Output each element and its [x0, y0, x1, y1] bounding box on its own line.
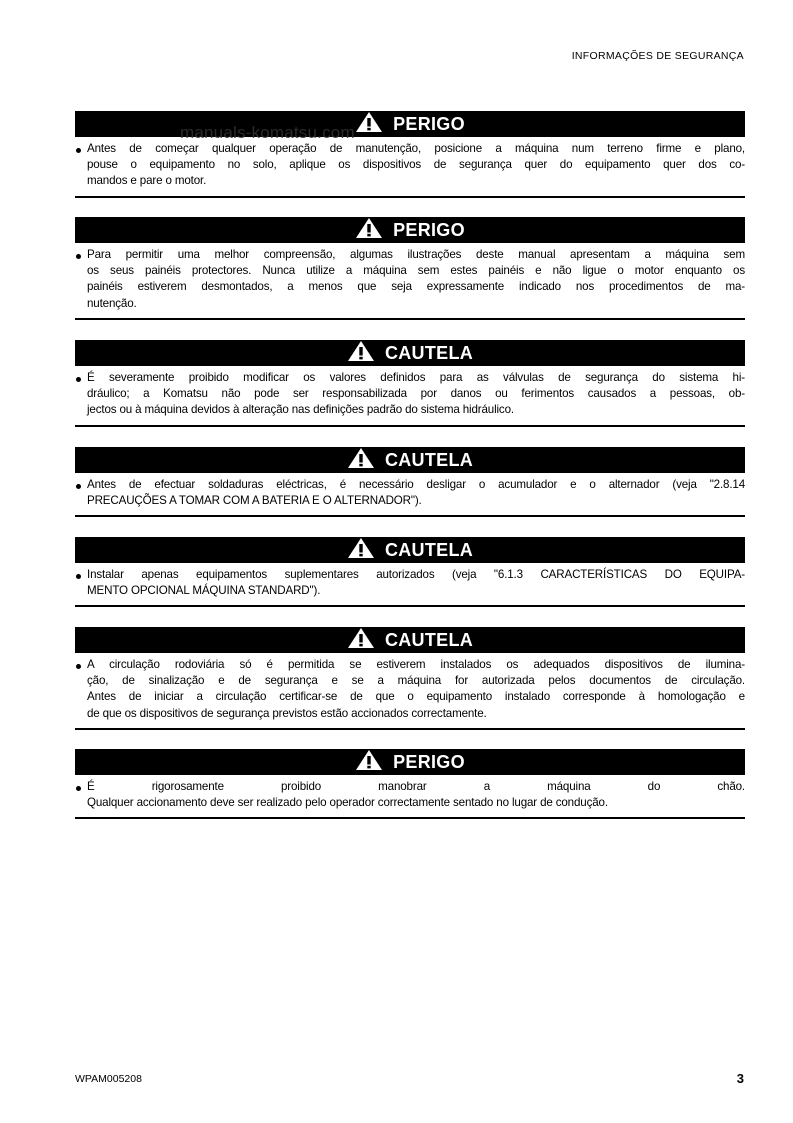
warning-triangle-icon — [347, 447, 385, 474]
warning-triangle-icon — [355, 749, 393, 776]
safety-notice-cautela — [75, 340, 745, 427]
notice-text-line: Antes de começar qualquer operação de manutenção, posicione a máquina num terreno firme e plano, — [87, 142, 745, 155]
divider — [75, 425, 745, 427]
notice-text-line: dráulico; a Komatsu não pode ser responsabilizada por danos ou ferimentos causados a pessoas, ob- — [87, 387, 745, 401]
notice-text-line: PRECAUÇÕES A TOMAR COM A BATERIA E O ALTERNADOR"). — [87, 494, 422, 508]
watermark: manuals-komatsu.com — [180, 123, 355, 142]
notice-level: CAUTELA — [384, 539, 474, 560]
running-header: INFORMAÇÕES DE SEGURANÇA — [571, 50, 744, 62]
notice-text-line: É severamente proibido modificar os valores definidos para as válvulas de segurança do sistema hi- — [87, 371, 745, 384]
warning-triangle-icon — [347, 340, 385, 367]
notice-body — [75, 370, 745, 419]
bullet-icon — [76, 377, 81, 382]
page-number: 3 — [736, 1071, 744, 1086]
safety-notice-cautela — [75, 627, 745, 730]
notice-text-line: ção, de sinalização e de segurança e se a máquina for autorizada pelos documentos de circulação. — [87, 674, 745, 688]
notice-header — [75, 537, 745, 563]
notice-text-line: Qualquer accionamento deve ser realizado pelo operador correctamente sentado no lugar de condução. — [87, 796, 608, 810]
notice-level: PERIGO — [393, 113, 465, 134]
notice-body — [75, 779, 745, 811]
safety-notice-cautela — [75, 447, 745, 517]
notice-level: CAUTELA — [384, 629, 474, 650]
warning-triangle-icon — [347, 537, 385, 564]
document-code: WPAM005208 — [75, 1073, 142, 1085]
safety-notice-perigo — [75, 111, 745, 198]
bullet-icon — [76, 148, 81, 153]
bullet-icon — [76, 786, 81, 791]
notice-text-line: Para permitir uma melhor compreensão, algumas ilustrações deste manual apresentam a máquina sem — [87, 248, 745, 261]
bullet-icon — [76, 664, 81, 669]
notice-level: PERIGO — [393, 751, 465, 772]
notice-header — [75, 447, 745, 473]
notice-text-line: jectos ou à máquina devidos à alteração nas definições padrão do sistema hidráulico. — [87, 403, 514, 417]
notice-text-line: de que os dispositivos de segurança previstos estão accionados correctamente. — [87, 706, 487, 720]
notice-text-line: MENTO OPCIONAL MÁQUINA STANDARD"). — [87, 584, 321, 598]
notice-text-line: Antes de iniciar a circulação certificar-se de que o equipamento instalado corresponde à homologação e — [87, 690, 745, 704]
safety-notice-cautela — [75, 537, 745, 607]
warning-triangle-icon — [347, 627, 385, 654]
notice-header — [75, 627, 745, 653]
bullet-icon — [76, 574, 81, 579]
notice-header — [75, 111, 745, 137]
notice-header — [75, 217, 745, 243]
notice-text-line: nutenção. — [87, 296, 137, 310]
notice-level: CAUTELA — [384, 342, 474, 363]
notice-body — [75, 477, 745, 509]
bullet-icon — [76, 254, 81, 259]
notice-text-line: Antes de efectuar soldaduras eléctricas, é necessário desligar o acumulador e o alternador (veja "2.8.14 — [87, 478, 745, 491]
notice-text-line: Instalar apenas equipamentos suplementares autorizados (veja "6.1.3 CARACTERÍSTICAS DO EQUIPA- — [87, 568, 745, 581]
bullet-icon — [76, 484, 81, 489]
divider — [75, 817, 745, 819]
notice-header — [75, 749, 745, 775]
warning-triangle-icon — [355, 217, 393, 244]
notice-text-line: mandos e pare o motor. — [87, 174, 207, 188]
divider — [75, 728, 745, 730]
safety-notice-perigo — [75, 217, 745, 320]
warning-triangle-icon — [355, 111, 393, 138]
notice-level: PERIGO — [393, 219, 465, 240]
notice-body — [75, 567, 745, 599]
safety-notice-perigo — [75, 749, 745, 819]
notice-text-line: pouse o equipamento no solo, aplique os dispositivos de segurança quer do equipamento quer dos co- — [87, 158, 745, 172]
notice-header — [75, 340, 745, 366]
notice-text-line: painéis estiverem desmontados, a menos que seja expressamente indicado nos procedimentos de ma- — [87, 280, 745, 294]
divider — [75, 196, 745, 198]
notice-text-line: os seus painéis protectores. Nunca utilize a máquina sem estes painéis e não ligue o motor enquanto os — [87, 264, 745, 278]
notice-body — [75, 657, 745, 722]
notice-body — [75, 141, 745, 190]
divider — [75, 605, 745, 607]
divider — [75, 318, 745, 320]
notice-level: CAUTELA — [384, 449, 474, 470]
notice-text-line: É rigorosamente proibido manobrar a máquina do chão. — [87, 780, 745, 793]
notice-text-line: A circulação rodoviária só é permitida se estiverem instalados os adequados dispositivos de ilumina- — [87, 658, 745, 671]
divider — [75, 515, 745, 517]
notice-body — [75, 247, 745, 312]
